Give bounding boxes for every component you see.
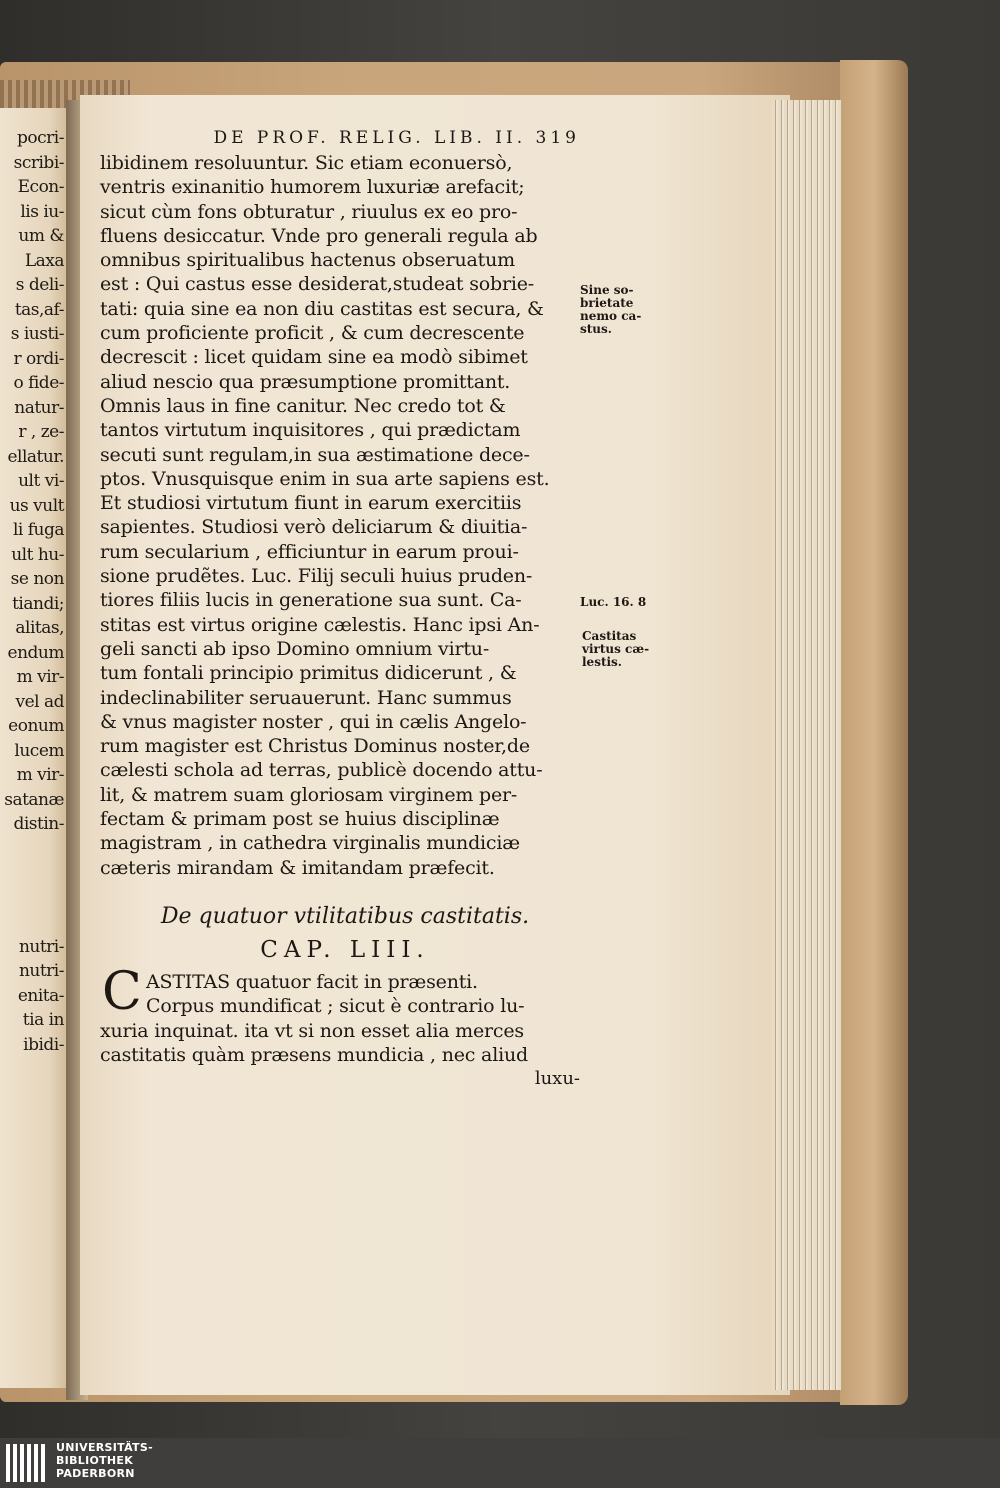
page-edges xyxy=(772,100,842,1390)
left-page-fragment: pocri- xyxy=(17,128,64,148)
body-text xyxy=(100,151,590,880)
text-line: lit, & matrem suam gloriosam virginem per- xyxy=(100,783,518,806)
left-page-fragment: distin- xyxy=(13,814,64,834)
text-line: ventris exinanitio humorem luxuriæ arefacit; xyxy=(100,176,525,199)
text-line: magistram , in cathedra virginalis mundiciæ xyxy=(100,832,520,855)
text-line: tati: quia sine ea non diu castitas est secura, & xyxy=(100,297,544,320)
left-page-fragment: r , ze- xyxy=(18,422,64,442)
margin-note-line: Castitas xyxy=(582,629,637,643)
left-page-fragment: m vir- xyxy=(16,765,64,785)
left-page-fragment: li fuga xyxy=(12,520,64,540)
margin-note-line: Sine so- xyxy=(580,283,634,297)
text-line: omnibus spiritualibus hactenus obseruatum xyxy=(100,249,515,272)
left-page-fragment: um & xyxy=(18,226,64,246)
text-line: stitas est virtus origine cælestis. Hanc ipsi An- xyxy=(100,613,540,636)
left-page-fragment: m vir- xyxy=(16,667,64,687)
text-line: fectam & primam post se huius disciplinæ xyxy=(100,808,500,831)
text-line: sicut cùm fons obturatur , riuulus ex eo pro- xyxy=(100,200,518,223)
logo-line-1: UNIVERSITÄTS- xyxy=(56,1441,153,1454)
left-page xyxy=(0,108,70,1388)
text-line: rum secularium , efficiuntur in earum proui- xyxy=(100,540,519,563)
text-line: tum fontali principio primitus didicerunt , & xyxy=(100,662,517,685)
logo-line-2: BIBLIOTHEK xyxy=(56,1454,134,1467)
text-line: cæteris mirandam & imitandam præfecit. xyxy=(100,856,495,879)
text-line: cælesti schola ad terras, publicè docendo attu- xyxy=(100,759,543,782)
left-page-fragment: vel ad xyxy=(15,691,64,712)
left-page-fragment: s deli- xyxy=(15,275,64,295)
text-line: secuti sunt regulam,in sua æstimatione dece- xyxy=(100,443,530,466)
footer-bar xyxy=(0,1438,1000,1488)
left-page-fragment: tia in xyxy=(22,1010,64,1030)
left-page-fragment: s iusti- xyxy=(10,324,64,344)
text-line: Et studiosi virtutum fiunt in earum exercitiis xyxy=(100,492,522,515)
chapter-number: CAP. LIII. xyxy=(260,936,430,963)
text-line: cum proficiente proficit , & cum decrescente xyxy=(100,322,525,345)
margin-note-sobrietas xyxy=(580,284,641,336)
margin-note-line: brietate xyxy=(580,296,634,310)
margin-note-line: virtus cæ- xyxy=(582,642,650,656)
margin-note-line: lestis. xyxy=(582,655,622,669)
text-line: rum magister est Christus Dominus noster,de xyxy=(100,735,530,758)
left-page-fragment: Econ- xyxy=(17,177,64,197)
left-page-fragment: endum xyxy=(7,642,64,663)
margin-note-line: stus. xyxy=(580,322,612,336)
text-line: aliud nescio qua præsumptione promittant. xyxy=(100,370,511,393)
text-line: libidinem resoluuntur. Sic etiam econuersò, xyxy=(100,152,513,174)
library-logo-text xyxy=(56,1441,153,1480)
text-line: Omnis laus in fine canitur. Nec credo tot & xyxy=(100,394,506,417)
left-page-fragment: nutri- xyxy=(18,936,64,957)
left-page-fragment: r ordi- xyxy=(13,348,64,369)
text-line: est : Qui castus esse desiderat,studeat sobrie- xyxy=(100,273,534,296)
left-page-fragment: enita- xyxy=(17,985,64,1006)
left-page-fragment: satanæ xyxy=(4,789,64,810)
left-page-fragment: lis iu- xyxy=(20,201,64,222)
text-line: ptos. Vnusquisque enim in sua arte sapiens est. xyxy=(100,467,550,490)
text-line: sapientes. Studiosi verò deliciarum & diuitia- xyxy=(100,516,528,539)
left-page-fragment: lucem xyxy=(14,740,64,761)
text-line: & vnus magister noster , qui in cælis Angelo- xyxy=(100,710,527,733)
main-text-block xyxy=(100,125,590,1091)
left-page-fragment: tas,af- xyxy=(14,299,64,320)
left-page-fragment: Laxa xyxy=(24,250,64,271)
left-page-fragment: natur- xyxy=(14,397,64,418)
left-page-fragment: ibidi- xyxy=(23,1034,64,1055)
left-page-fragment: alitas, xyxy=(15,618,64,638)
book-cover-edge xyxy=(840,60,908,1405)
left-page-fragment: scribi- xyxy=(13,152,64,173)
margin-note-line: Luc. 16. 8 xyxy=(580,595,647,609)
left-page-fragment: us vult xyxy=(9,495,64,516)
margin-note-castitas xyxy=(582,630,649,669)
running-head: DE PROF. RELIG. LIB. II. 319 xyxy=(213,128,580,148)
left-page-fragment: se non xyxy=(10,569,64,589)
chapter-text-line: castitatis quàm præsens mundicia , nec aliud xyxy=(100,1043,528,1066)
left-page-fragment: nutri- xyxy=(18,961,64,981)
text-line: indeclinabiliter seruauerunt. Hanc summus xyxy=(100,686,512,709)
chapter-text-line: xuria inquinat. ita vt si non esset alia merces xyxy=(100,1019,524,1042)
chapter-text-line: ASTITAS quatuor facit in præsenti. xyxy=(146,970,478,993)
chapter-opening xyxy=(100,961,590,1067)
text-line: decrescit : licet quidam sine ea modò sibimet xyxy=(100,346,528,369)
margin-note-line: nemo ca- xyxy=(580,309,642,323)
library-logo-icon xyxy=(6,1444,48,1482)
chapter-text-line: Corpus mundificat ; sicut è contrario lu- xyxy=(146,995,525,1018)
catchword: luxu- xyxy=(534,1068,580,1090)
left-page-fragment: ult vi- xyxy=(18,471,64,491)
left-page-fragment: ellatur. xyxy=(7,446,64,467)
text-line: tiores filiis lucis in generatione sua sunt. Ca- xyxy=(100,589,522,612)
left-page-fragment: tiandi; xyxy=(12,593,64,614)
text-line: tantos virtutum inquisitores , qui prædictam xyxy=(100,419,521,442)
chapter-title: De quatuor vtilitatibus castitatis. xyxy=(160,903,530,929)
margin-note-luke xyxy=(580,596,646,609)
text-line: geli sancti ab ipso Domino omnium virtu- xyxy=(100,637,490,660)
logo-line-3: PADERBORN xyxy=(56,1467,135,1480)
dropcap-letter: C xyxy=(102,961,142,1022)
left-page-fragment: ult hu- xyxy=(11,544,64,565)
left-page-fragment: o fide- xyxy=(13,373,64,393)
chapter-text xyxy=(100,970,590,1067)
text-line: sione prudẽtes. Luc. Filij seculi huius pruden- xyxy=(100,565,533,588)
left-page-fragment: eonum xyxy=(8,716,64,736)
text-line: fluens desiccatur. Vnde pro generali regula ab xyxy=(100,224,538,247)
